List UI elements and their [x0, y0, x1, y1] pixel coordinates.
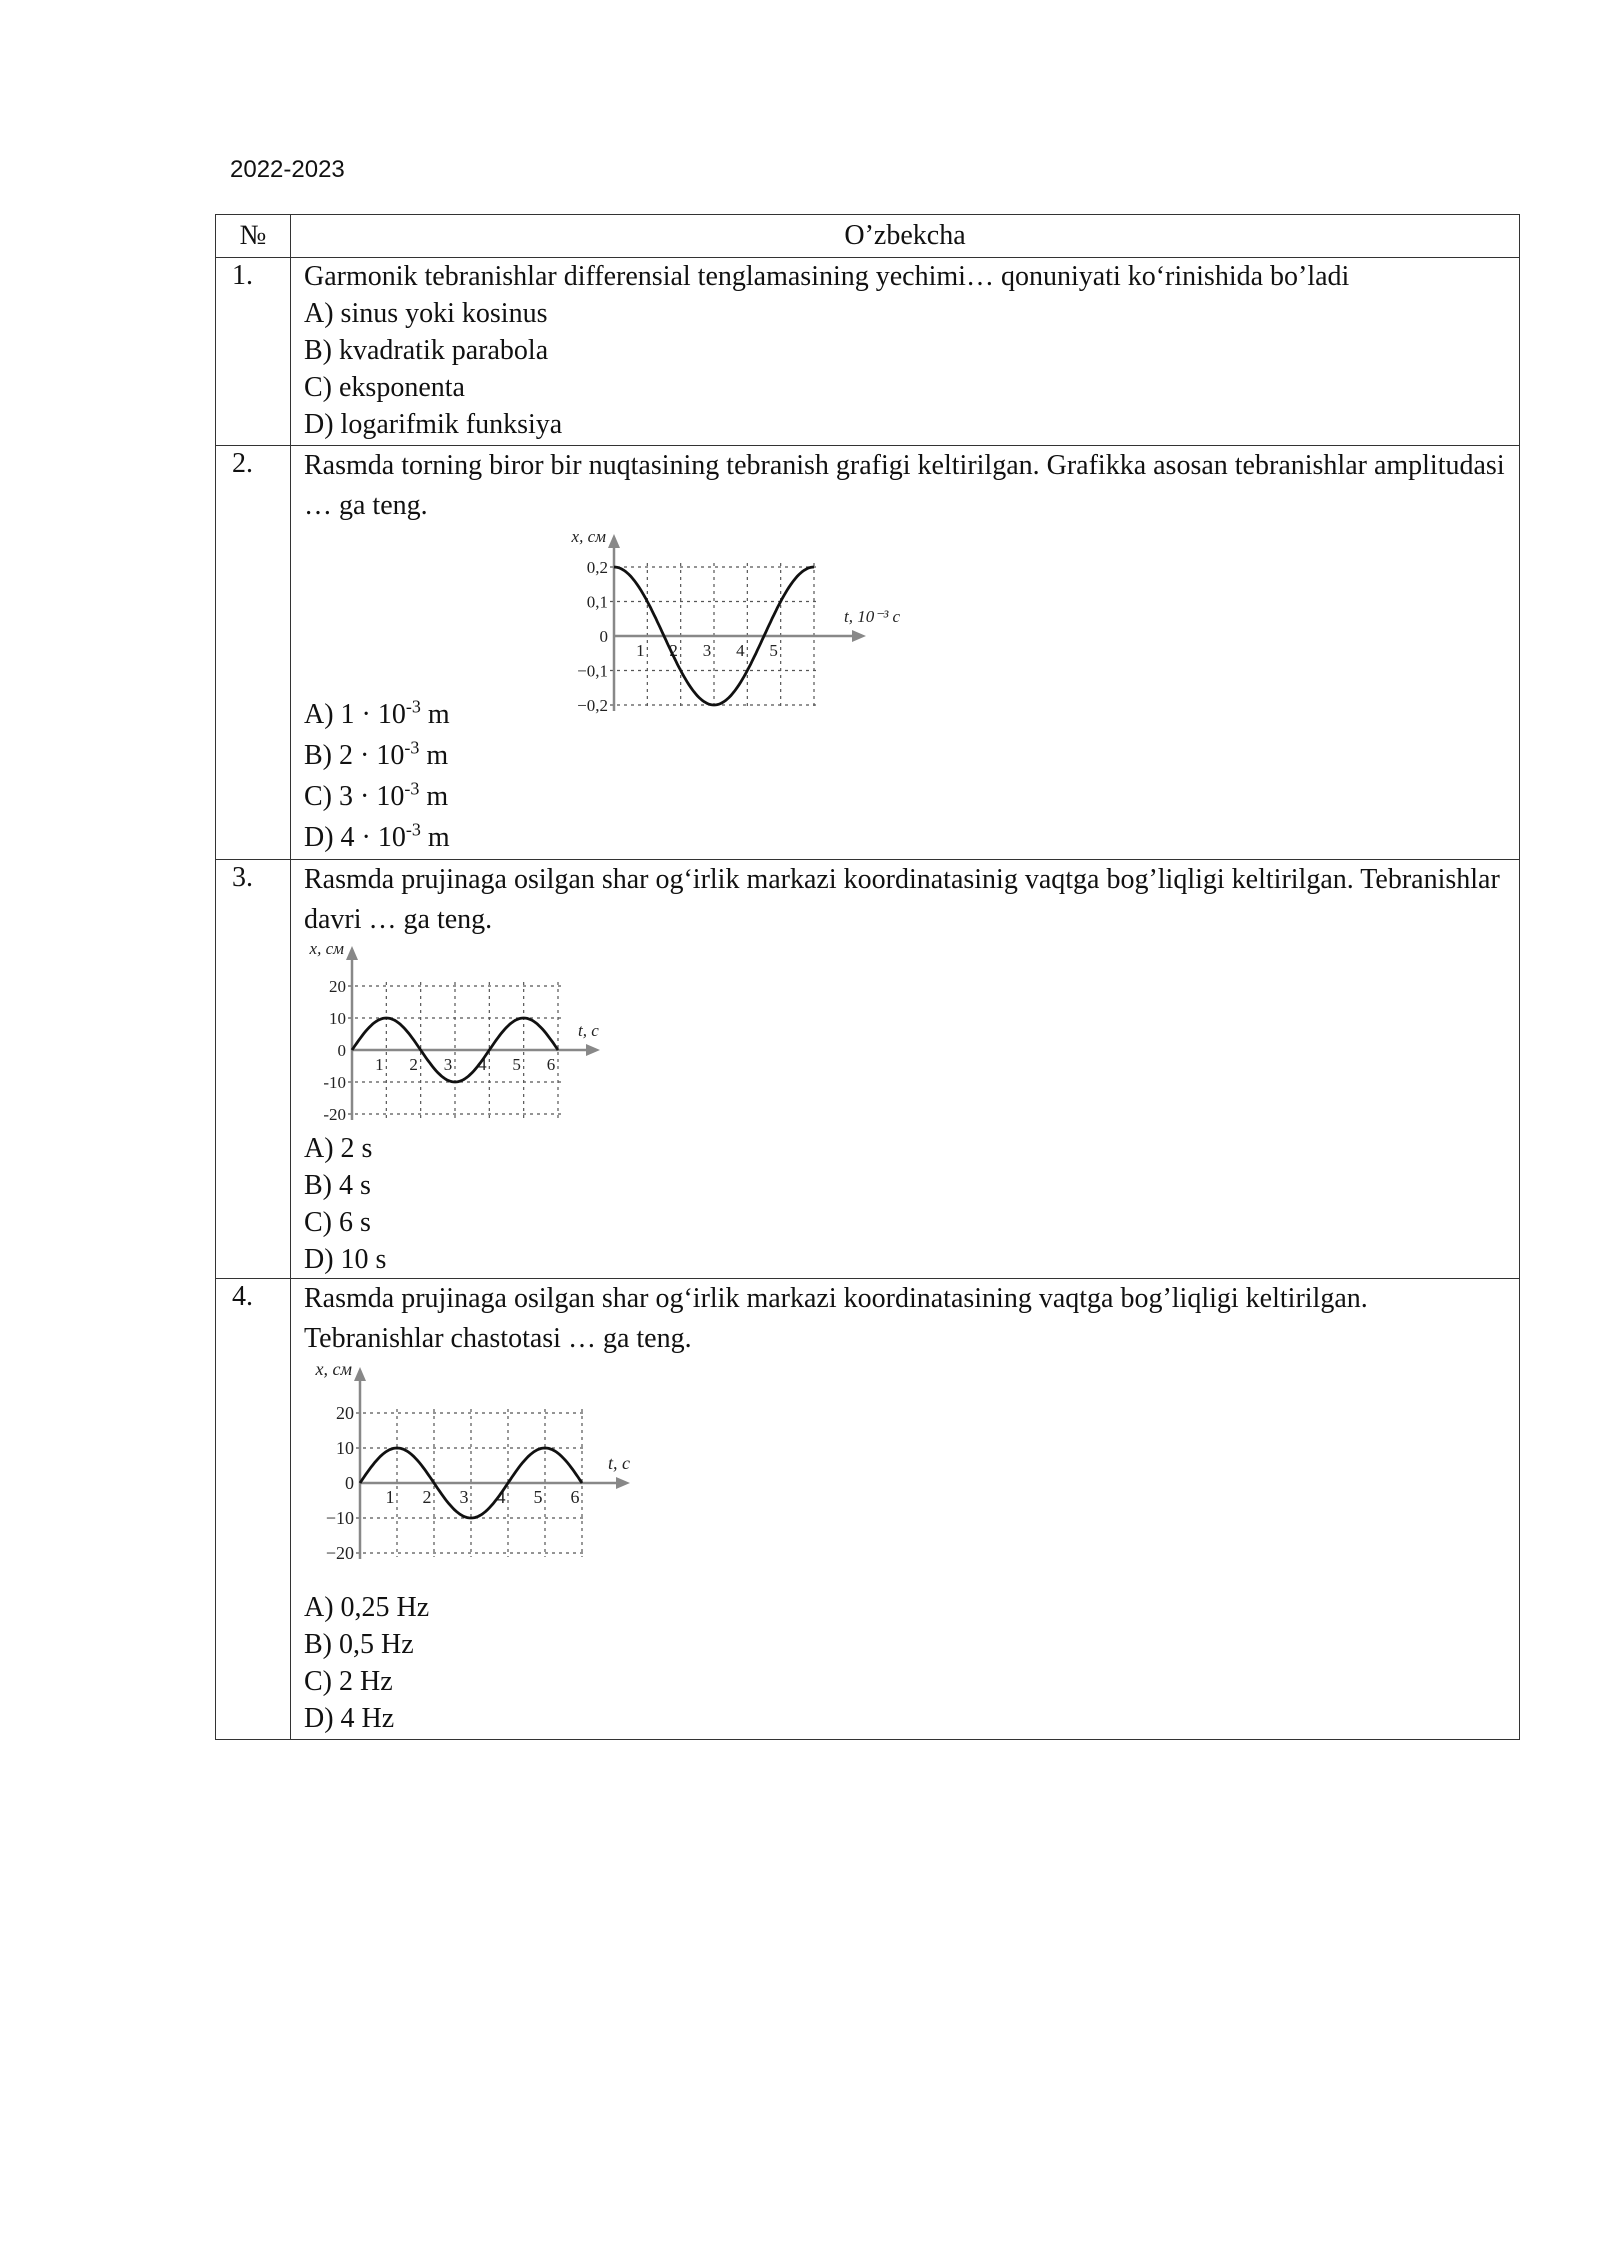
y-axis-arrow [346, 946, 358, 960]
x-axis-label: t, c [578, 1021, 599, 1040]
option-a: A) 2 s [304, 1133, 373, 1164]
option-b-exp: -3 [404, 737, 420, 758]
x-tick-label: 3 [459, 1487, 469, 1507]
y-tick-label: 20 [336, 1403, 354, 1423]
y-tick-label: 20 [329, 977, 346, 996]
x-tick-label: 3 [443, 1055, 453, 1074]
option-c-coef: C) 3 · 10 [304, 781, 405, 812]
x-axis-label: t, 10⁻³ c [844, 607, 901, 626]
option-a-unit: m [420, 699, 450, 730]
y-tick-label: −20 [325, 1543, 354, 1563]
year-label: 2022-2023 [230, 156, 345, 183]
y-axis-label: x, см [571, 528, 606, 546]
x-tick-label: 4 [496, 1487, 506, 1507]
question-row-2 [216, 446, 1520, 860]
option-c: C) 2 Hz [304, 1666, 393, 1697]
y-tick-label: 0 [345, 1473, 354, 1493]
question-number: 1. [216, 258, 291, 446]
option-a [304, 694, 450, 735]
y-tick-label: 10 [329, 1009, 346, 1028]
chart-spring-frequency [290, 1359, 650, 1589]
x-axis-arrow [852, 630, 866, 642]
option-a: A) sinus yoki kosinus [304, 298, 548, 329]
option-a-coef: A) 1 · 10 [304, 699, 406, 730]
x-axis-arrow [616, 1477, 630, 1489]
x-tick-label: 5 [512, 1055, 521, 1074]
option-a: A) 0,25 Hz [304, 1592, 430, 1623]
y-tick-label: -20 [323, 1105, 346, 1124]
question-number: 2. [216, 446, 291, 860]
x-tick-label: 2 [409, 1055, 418, 1074]
option-c: C) eksponenta [304, 372, 465, 403]
y-tick-label: 10 [336, 1438, 354, 1458]
option-b: B) kvadratik parabola [304, 335, 549, 366]
question-number: 3. [216, 860, 291, 1279]
x-axis-label: t, c [608, 1453, 630, 1473]
y-tick-label: 0,1 [586, 592, 608, 612]
option-b-unit: m [419, 740, 449, 771]
y-tick-label: −0,2 [577, 696, 608, 715]
y-tick-label: 0 [337, 1041, 346, 1060]
option-d-coef: D) 4 · 10 [304, 822, 406, 853]
y-axis-arrow [608, 534, 620, 548]
x-axis-arrow [586, 1044, 600, 1056]
x-tick-label: 6 [570, 1487, 580, 1507]
option-d-unit: m [420, 822, 450, 853]
question-row-3 [216, 860, 1520, 1279]
header-language: O’zbekcha [291, 215, 1520, 258]
option-b: B) 0,5 Hz [304, 1629, 414, 1660]
option-c-unit: m [419, 781, 449, 812]
x-tick-label: 2 [422, 1487, 432, 1507]
y-tick-label: −0,1 [577, 661, 608, 681]
chart-string-oscillation [554, 528, 924, 728]
question-number: 4. [216, 1279, 291, 1740]
question-text: Rasmda prujinaga osilgan shar og‘irlik markazi koordinatasinig vaqtga bog’liqligi keltirilgan. Tebranishlar davri … ga teng. [304, 864, 1500, 935]
option-b-coef: B) 2 · 10 [304, 740, 405, 771]
option-b [304, 735, 450, 776]
x-tick-label: 1 [636, 641, 645, 660]
header-number: № [216, 215, 291, 258]
option-d: D) 10 s [304, 1244, 387, 1275]
question-text: Rasmda prujinaga osilgan shar og‘irlik markazi koordinatasining vaqtga bog’liqligi keltirilgan. Tebranishlar chastotasi … ga teng. [304, 1283, 1368, 1354]
x-tick-label: 5 [533, 1487, 543, 1507]
option-d-exp: -3 [405, 819, 421, 840]
x-tick-label: 2 [669, 641, 678, 660]
option-a-exp: -3 [405, 696, 421, 717]
x-tick-label: 3 [702, 641, 712, 660]
x-tick-label: 4 [736, 641, 745, 660]
x-tick-label: 6 [546, 1055, 556, 1074]
y-tick-label: -10 [323, 1073, 346, 1092]
y-axis-arrow [354, 1367, 366, 1381]
y-axis-label: x, см [309, 940, 344, 958]
chart-spring-period [290, 940, 620, 1130]
option-c: C) 6 s [304, 1207, 371, 1238]
x-tick-label: 4 [478, 1055, 487, 1074]
option-c [304, 776, 450, 817]
questions-table [215, 214, 1520, 1740]
x-tick-label: 5 [769, 641, 778, 660]
y-tick-label: 0 [599, 627, 608, 646]
option-d: D) 4 Hz [304, 1703, 395, 1734]
y-tick-label: −10 [325, 1508, 354, 1528]
y-axis-label: x, см [315, 1359, 352, 1379]
y-tick-label: 0,2 [586, 558, 608, 577]
option-c-exp: -3 [404, 778, 420, 799]
option-d: D) logarifmik funksiya [304, 409, 563, 440]
question-text: Rasmda torning biror bir nuqtasining tebranish grafigi keltirilgan. Grafikka asosan tebranishlar amplitudasi … ga teng. [304, 450, 1505, 521]
options-list [304, 694, 450, 858]
x-tick-label: 1 [385, 1487, 395, 1507]
question-text: Garmonik tebranishlar differensial tenglamasining yechimi… qonuniyati ko‘rinishida bo’ladi [304, 261, 1350, 292]
option-d [304, 817, 450, 858]
x-tick-label: 1 [375, 1055, 384, 1074]
question-row-4 [216, 1279, 1520, 1740]
option-b: B) 4 s [304, 1170, 371, 1201]
table-header-row [216, 215, 1520, 258]
question-row-1 [216, 258, 1520, 446]
